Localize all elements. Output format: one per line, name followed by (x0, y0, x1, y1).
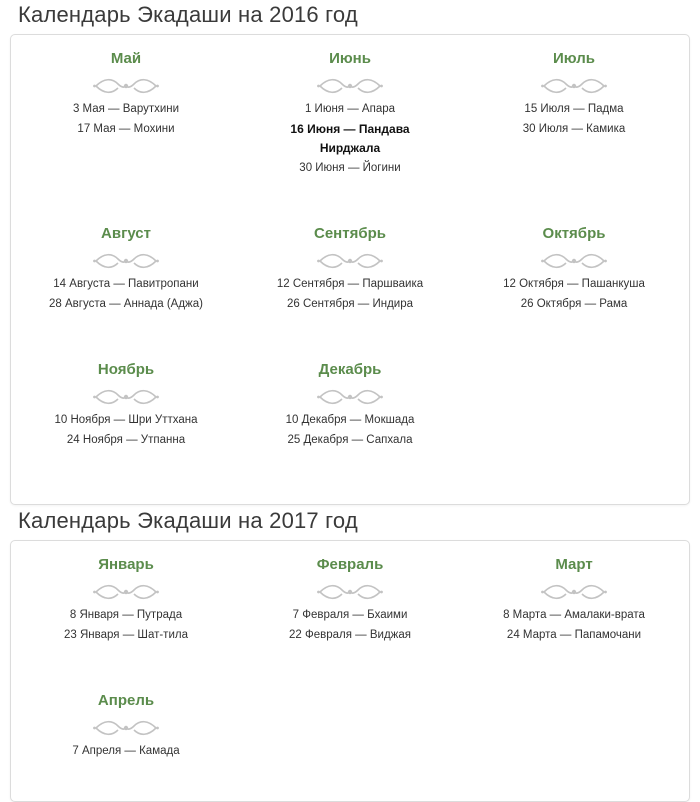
ornament-divider-icon (316, 584, 384, 600)
month-name-february: Февраль (316, 556, 384, 573)
ekadashi-date: 30 Июня — Йогини (299, 161, 401, 174)
month-card-september (237, 224, 463, 314)
ornament-divider-icon (92, 584, 160, 600)
calendar-panel-2017 (10, 540, 690, 802)
ekadashi-date: 26 Сентября — Индира (286, 297, 414, 310)
ekadashi-date: 22 Февраля — Виджая (289, 628, 411, 641)
ekadashi-date: 17 Мая — Мохини (77, 122, 175, 135)
ornament-divider-icon (316, 253, 384, 269)
ekadashi-date: 7 Февраля — Бхаими (292, 609, 408, 621)
ekadashi-date: 1 Июня — Апара (304, 103, 396, 115)
month-name-may: Май (110, 50, 142, 67)
ornament-divider-icon (316, 389, 384, 405)
month-card-february (237, 555, 463, 645)
month-card-july (461, 49, 687, 139)
month-name-june: Июнь (329, 50, 371, 67)
month-card-march (461, 555, 687, 645)
ekadashi-date: 23 Января — Шат-тила (64, 628, 188, 641)
ornament-divider-icon (92, 253, 160, 269)
ekadashi-date: 30 Июля — Камика (522, 122, 626, 135)
ekadashi-date: 8 Января — Путрада (69, 609, 183, 621)
ekadashi-date: 28 Августа — Аннада (Аджа) (49, 297, 203, 310)
ornament-divider-icon (540, 253, 608, 269)
ornament-divider-icon (92, 389, 160, 405)
month-card-october (461, 224, 687, 314)
ekadashi-date: 26 Октября — Рама (520, 297, 628, 310)
month-card-november (13, 360, 239, 450)
month-card-january (13, 555, 239, 645)
month-name-january: Январь (98, 556, 154, 573)
ornament-divider-icon (92, 78, 160, 94)
ekadashi-date: 7 Апреля — Камада (72, 745, 180, 757)
ekadashi-date-highlighted: Нирджала (319, 141, 381, 155)
section-title-2017: Календарь Экадаши на 2017 год (18, 508, 358, 533)
month-name-september: Сентябрь (314, 225, 386, 242)
month-card-april (13, 691, 239, 762)
month-name-november: Ноябрь (97, 361, 155, 378)
month-card-december (237, 360, 463, 450)
month-card-august (13, 224, 239, 314)
calendar-panel-2016 (10, 34, 690, 505)
month-name-april: Апрель (97, 692, 155, 709)
ekadashi-date: 10 Ноября — Шри Уттхана (54, 414, 198, 426)
ekadashi-date: 24 Ноября — Утпанна (66, 433, 186, 446)
month-name-december: Декабрь (318, 361, 382, 378)
ekadashi-date: 15 Июля — Падма (524, 103, 624, 115)
month-card-may (13, 49, 239, 139)
ornament-divider-icon (92, 720, 160, 736)
ekadashi-date-highlighted: 16 Июня — Пандава (290, 121, 410, 136)
ornament-divider-icon (540, 584, 608, 600)
ekadashi-date: 12 Октября — Пашанкуша (503, 278, 645, 290)
section-title-2016: Календарь Экадаши на 2016 год (18, 2, 358, 27)
ekadashi-date: 8 Марта — Амалаки-врата (503, 609, 645, 621)
ekadashi-date: 24 Марта — Папамочани (506, 628, 642, 641)
month-name-october: Октябрь (542, 225, 606, 242)
month-name-march: Март (555, 556, 593, 573)
ekadashi-date: 14 Августа — Павитропани (53, 278, 199, 290)
ornament-divider-icon (540, 78, 608, 94)
month-card-june (237, 49, 463, 178)
month-name-august: Август (101, 225, 151, 242)
ekadashi-date: 25 Декабря — Сапхала (287, 433, 413, 446)
month-name-july: Июль (553, 50, 595, 67)
ekadashi-date: 10 Декабря — Мокшада (285, 414, 415, 426)
ornament-divider-icon (316, 78, 384, 94)
ekadashi-date: 12 Сентября — Паршваика (276, 278, 424, 290)
ekadashi-date: 3 Мая — Варутхини (72, 103, 180, 115)
